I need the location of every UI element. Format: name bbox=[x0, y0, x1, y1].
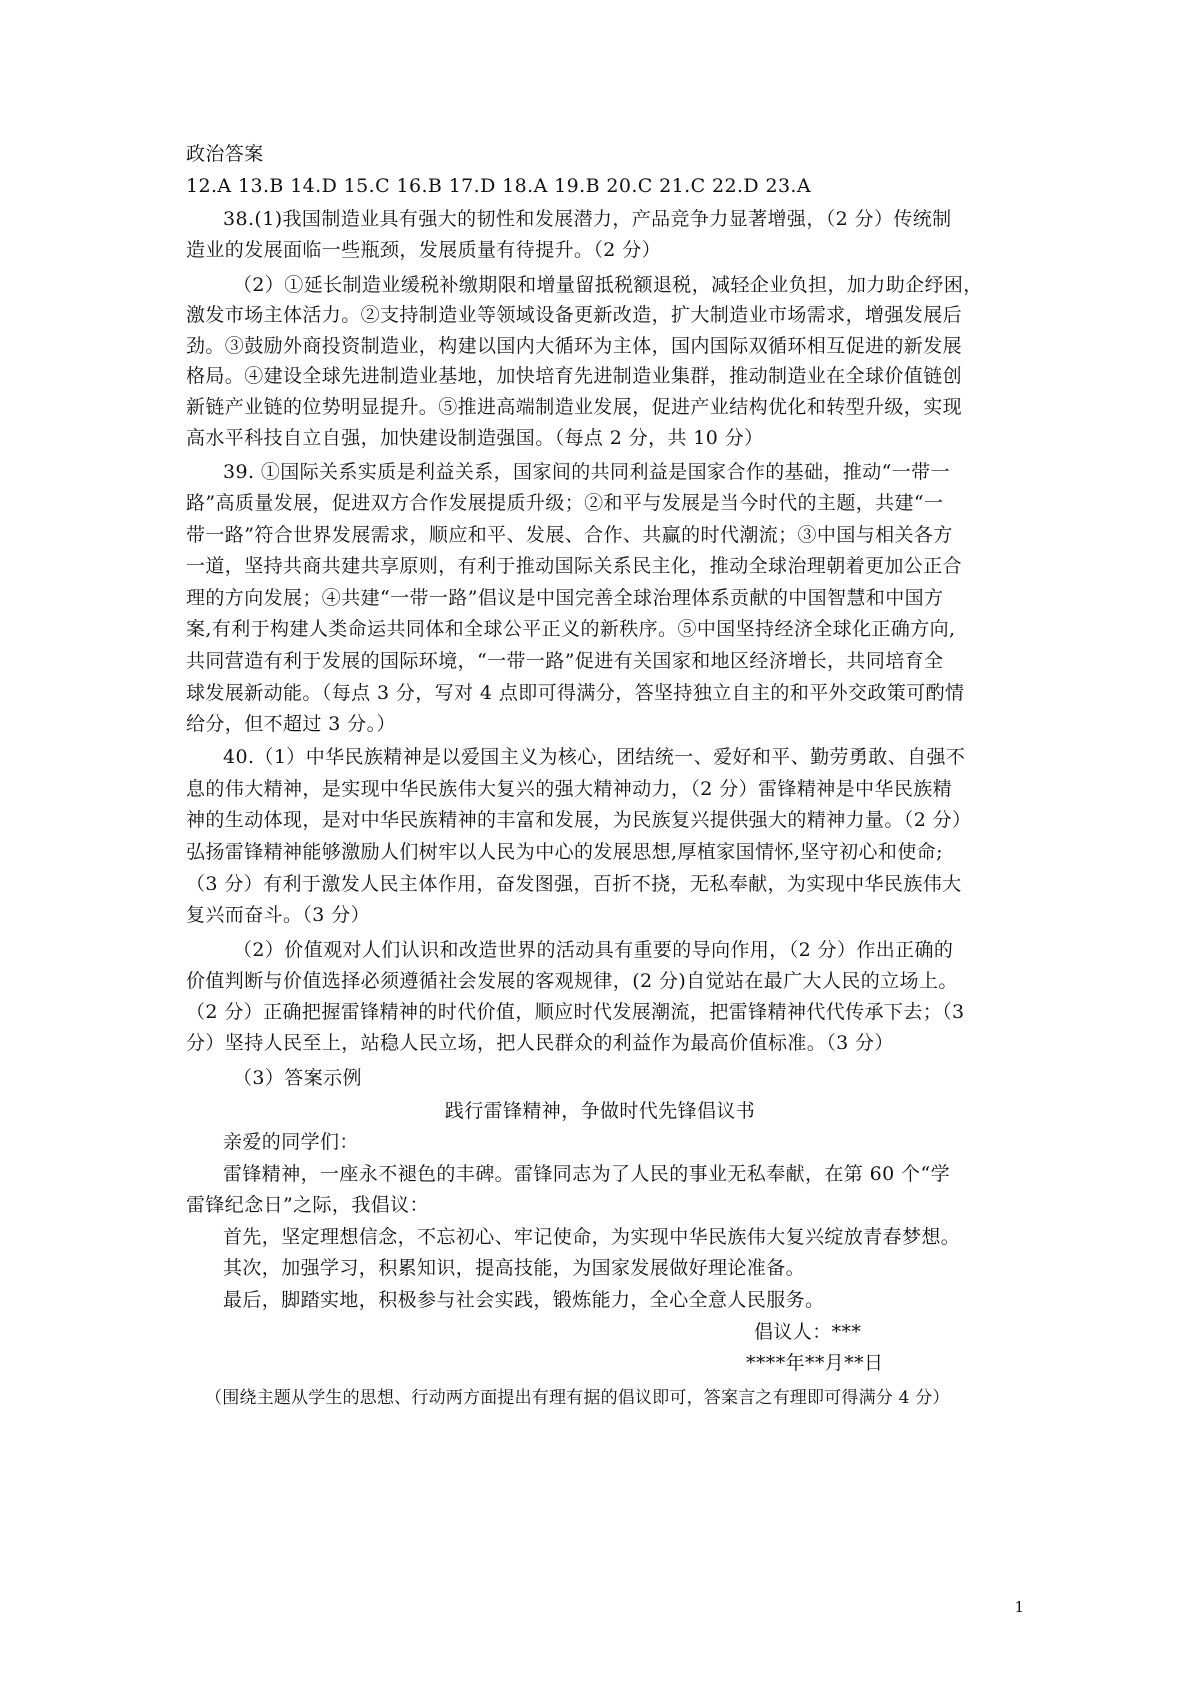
letter-last: 最后，脚踏实地，积极参与社会实践，锻炼能力，全心全意人民服务。 bbox=[223, 1289, 825, 1311]
letter-second: 其次，加强学习，积累知识，提高技能，为国家发展做好理论准备。 bbox=[223, 1257, 806, 1279]
q40-line: （2）价值观对人们认识和改造世界的活动具有重要的导向作用，（2 分）作出正确的 bbox=[233, 939, 954, 961]
q39-line: 一道，坚持共商共建共享原则，有利于推动国际关系民主化，推动全球治理朝着更加公正合 bbox=[186, 555, 963, 577]
q40-line: 40.（1）中华民族精神是以爱国主义为核心，团结统一、爱好和平、勤劳勇敢、自强不 bbox=[223, 746, 966, 768]
q39-line: 带一路”符合世界发展需求，顺应和平、发展、合作、共赢的时代潮流；③中国与相关各方 bbox=[186, 524, 953, 546]
doc-title: 政治答案 bbox=[186, 143, 264, 165]
q40-line: 价值判断与价值选择必须遵循社会发展的客观规律，(2 分)自觉站在最广大人民的立场上。 bbox=[186, 970, 958, 992]
q39-line: 39. ①国际关系实质是利益关系，国家间的共同利益是国家合作的基础，推动“一带一 bbox=[223, 461, 950, 483]
letter-body-line: 雷锋纪念日”之际，我倡议： bbox=[186, 1194, 429, 1216]
q40-line: 分）坚持人民至上，站稳人民立场，把人民群众的利益作为最高价值标准。（3 分） bbox=[186, 1032, 894, 1054]
letter-greeting: 亲爱的同学们： bbox=[223, 1131, 359, 1153]
letter-date: ****年**月**日 bbox=[746, 1352, 884, 1374]
q38-line: 劲。③鼓励外商投资制造业，构建以国内大循环为主体，国内国际双循环相互促进的新发展 bbox=[186, 335, 963, 357]
q39-line: 路”高质量发展，促进双方合作发展提质升级；②和平与发展是当今时代的主题，共建“一 bbox=[186, 492, 944, 514]
q38-line: 高水平科技自立自强，加快建设制造强国。（每点 2 分，共 10 分） bbox=[186, 427, 764, 449]
q40-line: 息的伟大精神，是实现中华民族伟大复兴的强大精神动力，（2 分）雷锋精神是中华民族精 bbox=[186, 778, 953, 800]
q39-line: 给分，但不超过 3 分。） bbox=[186, 713, 396, 735]
q39-line: 案,有利于构建人类命运共同体和全球公平正义的新秩序。⑤中国坚持经济全球化正确方向, bbox=[186, 618, 956, 640]
page-number: 1 bbox=[1014, 1598, 1024, 1616]
q38-line: 格局。④建设全球先进制造业基地，加快培育先进制造业集群，推动制造业在全球价值链创 bbox=[186, 365, 963, 387]
q38-line: 造业的发展面临一些瓶颈，发展质量有待提升。（2 分） bbox=[186, 239, 662, 261]
q40-part3-label: （3）答案示例 bbox=[233, 1067, 362, 1089]
q38-line: 38.(1)我国制造业具有强大的韧性和发展潜力，产品竞争力显著增强，（2 分）传统制 bbox=[223, 208, 952, 230]
letter-body-line: 雷锋精神，一座永不褪色的丰碑。雷锋同志为了人民的事业无私奉献，在第 60 个“学 bbox=[223, 1163, 950, 1185]
q40-line: 神的生动体现，是对中华民族精神的丰富和发展，为民族复兴提供强大的精神力量。（2 分） bbox=[186, 809, 972, 831]
q38-line: 激发市场主体活力。②支持制造业等领域设备更新改造，扩大制造业市场需求，增强发展后 bbox=[186, 304, 963, 326]
q39-line: 球发展新动能。（每点 3 分，写对 4 点即可得满分，答坚持独立自主的和平外交政策可酌情 bbox=[186, 682, 965, 704]
letter-title: 践行雷锋精神，争做时代先锋倡议书 bbox=[444, 1100, 756, 1122]
q39-line: 理的方向发展；④共建“一带一路”倡议是中国完善全球治理体系贡献的中国智慧和中国方 bbox=[186, 587, 944, 609]
letter-signer: 倡议人：*** bbox=[754, 1321, 862, 1343]
q40-line: （3 分）有利于激发人民主体作用，奋发图强，百折不挠，无私奉献，为实现中华民族伟大 bbox=[186, 873, 962, 895]
q40-line: 弘扬雷锋精神能够激励人们树牢以人民为中心的发展思想,厚植家国情怀,坚守初心和使命; bbox=[186, 841, 943, 863]
scoring-note: （围绕主题从学生的思想、行动两方面提出有理有据的倡议即可，答案言之有理即可得满分 4 分） bbox=[205, 1388, 950, 1408]
q40-line: （2 分）正确把握雷锋精神的时代价值，顺应时代发展潮流，把雷锋精神代代传承下去；（3 bbox=[186, 1001, 965, 1023]
q39-line: 共同营造有利于发展的国际环境，“一带一路”促进有关国家和地区经济增长，共同培育全 bbox=[186, 650, 944, 672]
q40-line: 复兴而奋斗。（3 分） bbox=[186, 904, 371, 926]
choice-answers: 12.A 13.B 14.D 15.C 16.B 17.D 18.A 19.B 20.C 21.C 22.D 23.A bbox=[186, 175, 811, 197]
q38-line: 新链产业链的位势明显提升。⑤推进高端制造业发展，促进产业结构优化和转型升级，实现 bbox=[186, 396, 963, 418]
q38-line: （2）①延长制造业缓税补缴期限和增量留抵税额退税，减轻企业负担，加力助企纾困， bbox=[233, 274, 983, 296]
letter-first: 首先，坚定理想信念，不忘初心、牢记使命，为实现中华民族伟大复兴绽放青春梦想。 bbox=[223, 1226, 961, 1248]
